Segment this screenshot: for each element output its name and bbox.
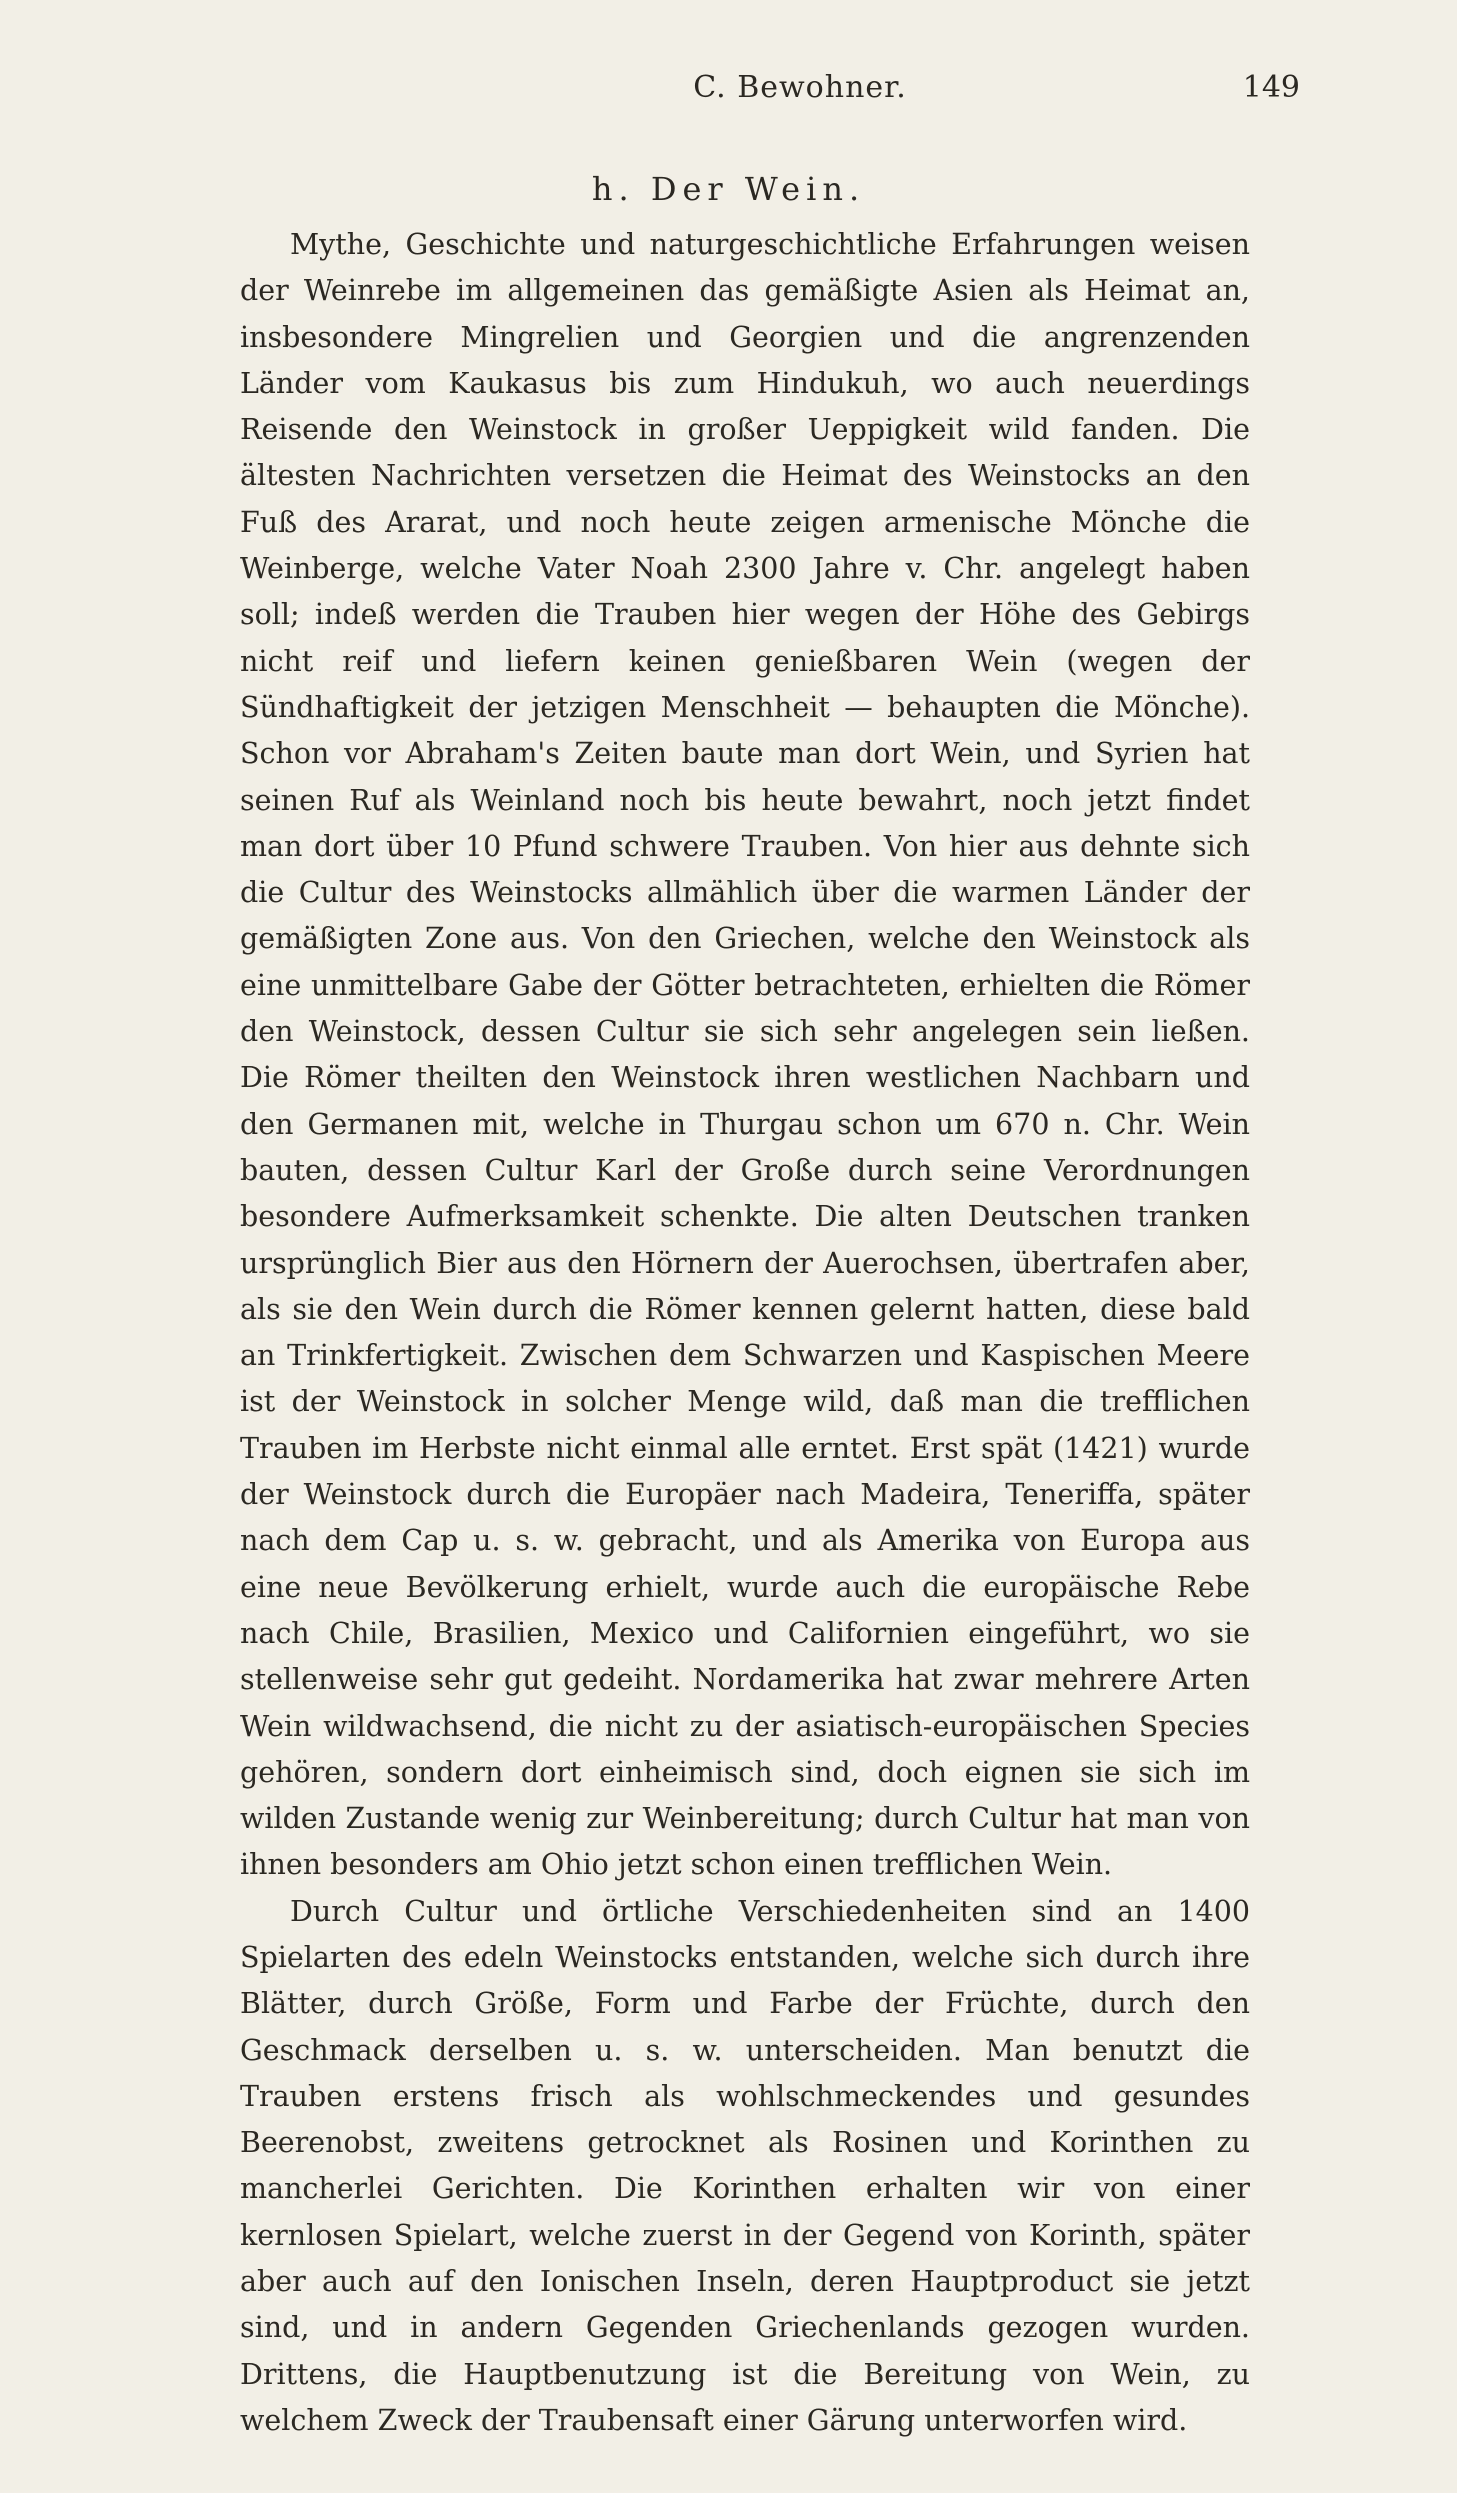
paragraph: Mythe, Geschichte und naturgeschichtliche Erfahrungen weisen der Weinrebe im allgemeinen das gemäßigte Asien als Heimat an, insbesondere Mingrelien und Georgien und die angrenzenden Länder vom Kaukasus bis zum Hindukuh, wo auch neuerdings Reisende den Weinstock in großer Ueppigkeit wild fanden. Die ältesten Nachrichten versetzen die Heimat des Weinstocks an den Fuß des Ararat, und noch heute zeigen armenische Mönche die Weinberge, welche Vater Noah 2300 Jahre v. Chr. angelegt haben soll; indeß werden die Trauben hier wegen der Höhe des Gebirgs nicht reif und liefern keinen genießbaren Wein (wegen der Sündhaftigkeit der jetzigen Menschheit — behaupten die Mönche). Schon vor Abraham's Zeiten baute man dort Wein, und Syrien hat seinen Ruf als Weinland noch bis heute bewahrt, noch jetzt findet man dort über 10 Pfund schwere Trauben. Von hier aus dehnte sich die Cultur des Weinstocks allmählich über die warmen Länder der gemäßigten Zone aus. Von den Griechen, welche den Weinstock als eine unmittelbare Gabe der Götter betrachteten, erhielten die Römer den Weinstock, dessen Cultur sie sich sehr angelegen sein ließen. Die Römer theilten den Weinstock ihren westlichen Nachbarn und den Germanen mit, welche in Thurgau schon um 670 n. Chr. Wein bauten, dessen Cultur Karl der Große durch seine Verordnungen besondere Aufmerksamkeit schenkte. Die alten Deutschen tranken ursprünglich Bier aus den Hörnern der Auerochsen, übertrafen aber, als sie den Wein durch die Römer kennen gelernt hatten, diese bald an Trinkfertigkeit. Zwischen dem Schwarzen und Kaspischen Meere ist der Weinstock in solcher Menge wild, daß man die trefflichen Trauben im Herbste nicht einmal alle erntet. Erst spät (1421) wurde der Weinstock durch die Europäer nach Madeira, Teneriffa, später nach dem Cap u. s. w. gebracht, und als Amerika von Europa aus eine neue Bevölkerung erhielt, wurde auch die europäische Rebe nach Chile, Brasilien, Mexico und Californien eingeführt, wo sie stellenweise sehr gut gedeiht. Nordamerika hat zwar mehrere Arten Wein wildwachsend, die nicht zu der asiatisch-europäischen Species gehören, sondern dort einheimisch sind, doch eignen sie sich im wilden Zustande wenig zur Weinbereitung; durch Cultur hat man von ihnen besonders am Ohio jetzt schon einen trefflichen Wein. — [240, 228, 1250, 1882]
running-title: C. Bewohner. — [693, 70, 907, 105]
section-heading: h. Der Wein. — [591, 170, 866, 208]
running-head — [300, 70, 1300, 130]
paragraph: Durch Cultur und örtliche Verschiedenheiten sind an 1400 Spielarten des edeln Weinstocks entstanden, welche sich durch ihre Blätter, durch Größe, Form und Farbe der Früchte, durch den Geschmack derselben u. s. w. unterscheiden. Man benutzt die Trauben erstens frisch als wohlschmeckendes und gesundes Beerenobst, zweitens getrocknet als Rosinen und Korinthen zu mancherlei Gerichten. Die Korinthen erhalten wir von einer kernlosen Spielart, welche zuerst in der Gegend von Korinth, später aber auch auf den Ionischen Inseln, deren Hauptproduct sie jetzt sind, und in andern Gegenden Griechenlands gezogen wurden. Drittens, die Hauptbenutzung ist die Bereitung von Wein, zu welchem Zweck der Traubensaft einer Gärung unterworfen wird. — [240, 1894, 1250, 2437]
body-text — [240, 222, 1250, 2444]
page-number: 149 — [1242, 70, 1300, 105]
